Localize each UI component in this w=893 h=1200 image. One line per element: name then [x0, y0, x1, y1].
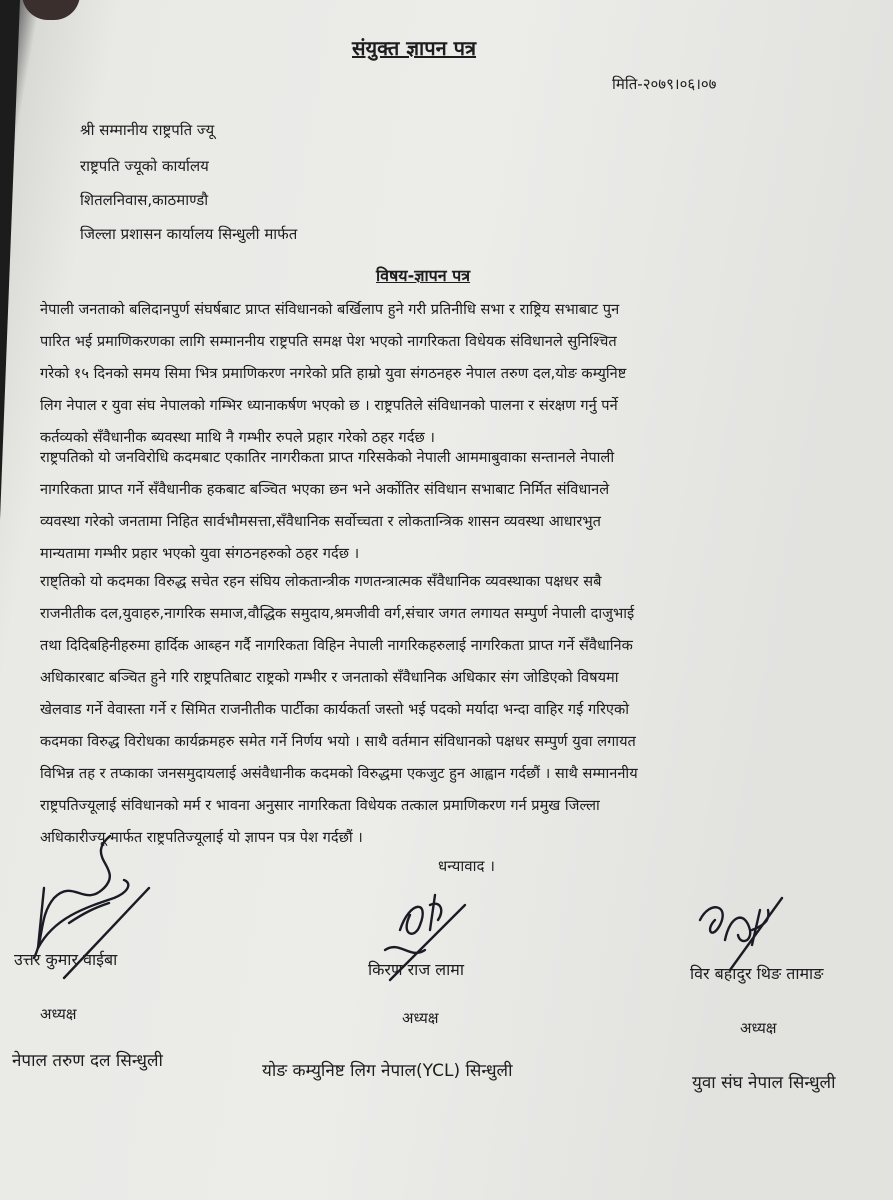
paragraph-line: नागरिकता प्राप्त गर्ने सँवैधानीक हकबाट बञ्चित भएका छन भने अर्कोतिर संविधान सभाबाट निर्मित संविधानले	[40, 481, 610, 498]
document-title: संयुक्त ज्ञापन पत्र	[352, 36, 477, 60]
addressee-line: शितलनिवास,काठमाण्डौ	[80, 191, 209, 209]
signatory-3-name: विर बहादुर थिङ तामाङ	[690, 964, 824, 983]
document-date: मिति-२०७९।०६।०७	[612, 75, 717, 93]
paragraph-line: कदमका विरुद्ध विरोधका कार्यक्रमहरु समेत गर्ने निर्णय भयो । साथै वर्तमान संविधानको पक्षधर सम्पुर्ण युवा लगायत	[40, 733, 636, 750]
paragraph-line: लिग नेपाल र युवा संघ नेपालको गम्भिर ध्यानाकर्षण भएको छ । राष्ट्रपतिले संविधानको पालना र संरक्षण गर्नु पर्ने	[40, 397, 618, 414]
signatory-1-role: अध्यक्ष	[40, 1005, 77, 1023]
paragraph-line: राष्ट्तिको यो कदमका विरुद्ध सचेत रहन संघिय लोकतान्त्रीक गणतन्त्रात्मक सँवैधानिक व्यवस्थाका पक्षधर सबै	[40, 573, 602, 590]
paragraph-line: कर्तव्यको सँवैधानीक ब्यवस्था माथि नै गम्भीर रुपले प्रहार गरेको ठहर गर्दछ ।	[40, 429, 435, 446]
signature-1-mark	[14, 828, 154, 998]
closing-thanks: धन्यावाद ।	[438, 857, 495, 875]
signatory-2-role: अध्यक्ष	[402, 1009, 439, 1027]
paragraph-line: अधिकारीज्यू मार्फत राष्ट्रपतिज्यूलाई यो ज्ञापन पत्र पेश गर्दछौं ।	[40, 829, 363, 846]
addressee-line: श्री सम्मानीय राष्ट्रपति ज्यू	[80, 121, 215, 139]
addressee-line: जिल्ला प्रशासन कार्यालय सिन्धुली मार्फत	[80, 225, 298, 243]
paragraph-line: मान्यतामा गम्भीर प्रहार भएको युवा संगठनहरुको ठहर गर्दछ ।	[40, 545, 360, 562]
signatory-2-name: किरण राज लामा	[368, 960, 464, 979]
paragraph-line: राजनीतीक दल,युवाहरु,नागरिक समाज,वौद्धिक समुदाय,श्रमजीवी वर्ग,संचार जगत लगायत सम्पुर्ण नेपाली दाजुभाई	[40, 605, 635, 622]
paragraph-line: तथा दिदिबहिनीहरुमा हार्दिक आब्हन गर्दै नागरिकता विहिन नेपाली नागरिकहरुलाई नागरिकता प्राप्त गर्ने सँवैधानिक	[40, 637, 633, 654]
paragraph-3	[40, 566, 850, 854]
paragraph-1	[40, 294, 850, 454]
paragraph-2	[40, 442, 850, 570]
signatory-1-organization: नेपाल तरुण दल सिन्धुली	[12, 1051, 163, 1071]
paragraph-line: व्यवस्था गरेको जनतामा निहित सार्वभौमसत्ता,सँवैधानिक सर्वोच्चता र लोकतान्त्रिक शासन व्यवस्था आधारभुत	[40, 513, 601, 530]
signatory-3-role: अध्यक्ष	[740, 1019, 777, 1037]
signatory-3-organization: युवा संघ नेपाल सिन्धुली	[692, 1073, 836, 1093]
signatory-1-name: उत्तर कुमार वाईबा	[14, 950, 118, 969]
paragraph-line: राष्ट्रपतिज्यूलाई संविधानको मर्म र भावना अनुसार नागरिकता विधेयक तत्काल प्रमाणिकरण गर्न प्रमुख जिल्ला	[40, 797, 600, 814]
paragraph-line: नेपाली जनताको बलिदानपुर्ण संघर्षबाट प्राप्त संविधानको बर्खिलाप हुने गरी प्रतिनीधि सभा र राष्ट्रिय सभाबाट पुन	[40, 301, 620, 318]
paragraph-line: अधिकारबाट बञ्चित हुने गरि राष्ट्रपतिबाट राष्ट्रको गम्भीर र जनताको सँवैधानिक अधिकार संग जोडिएको विषयमा	[40, 669, 619, 686]
signatory-2-organization: योङ कम्युनिष्ट लिग नेपाल(YCL) सिन्धुली	[262, 1061, 513, 1081]
addressee-line: राष्ट्रपति ज्यूको कार्यालय	[80, 157, 209, 175]
paragraph-line: राष्ट्रपतिको यो जनविरोधि कदमबाट एकातिर नागरीकता प्राप्त गरिसकेको नेपाली आममाबुवाका सन्तानले नेपाली	[40, 449, 615, 466]
paragraph-line: खेलवाड गर्ने वेवास्ता गर्ने र सिमित राजनीतीक पार्टीका कार्यकर्ता जस्तो भई पदको मर्यादा भन्दा वाहिर गई गरिएको	[40, 701, 629, 718]
paragraph-line: पारित भई प्रमाणिकरणका लागि सम्माननीय राष्ट्रपति समक्ष पेश भएको नागरिकता विधेयक संविधानले सुनिश्चित	[40, 333, 617, 350]
subject-heading: विषय-ज्ञापन पत्र	[376, 266, 471, 285]
paragraph-line: गरेको १५ दिनको समय सिमा भित्र प्रमाणिकरण नगरेको प्रति हाम्रो युवा संगठनहरु नेपाल तरुण दल,योङ कम्युनिष्ट	[40, 365, 627, 382]
paragraph-line: विभिन्न तह र तप्काका जनसमुदायलाई असंवैधानीक कदमको विरुद्धमा एकजुट हुन आह्वान गर्दछौं । साथै सम्माननीय	[40, 765, 638, 782]
